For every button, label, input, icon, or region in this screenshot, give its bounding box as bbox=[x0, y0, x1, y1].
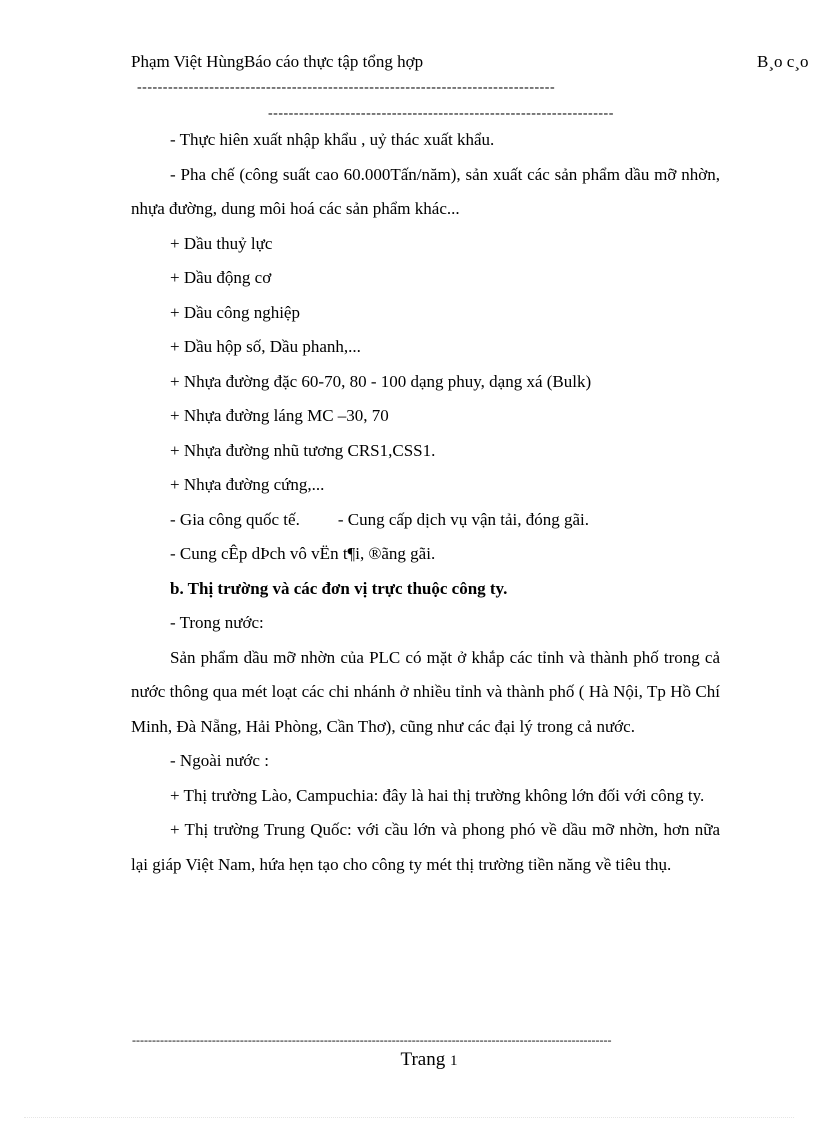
page-label: Trang bbox=[400, 1049, 446, 1070]
domestic-paragraph: Sản phẩm dầu mỡ nhờn của PLC có mặt ở khắp các tỉnh và thành phố trong cả nước thông qua mét loạt các chi nhánh ở nhiều tỉnh và thành phố ( Hà Nội, Tp Hồ Chí Minh, Đà Nẵng, Hải Phòng, Cần Thơ), cũng như các đại lý trong cả nước. bbox=[131, 647, 720, 736]
services-line bbox=[131, 503, 720, 538]
list-item: + Dầu công nghiệp bbox=[170, 302, 300, 322]
garbled-service-line: - Cung cÊp dÞch vô vËn t¶i, ®ãng gãi. bbox=[170, 544, 436, 563]
foreign-item: + Thị trường Trung Quốc: với cầu lớn và phong phó về dầu mỡ nhờn, hơn nữa lại giáp Việt Nam, hứa hẹn tạo cho công ty mét thị trường tiền năng về tiêu thụ. bbox=[131, 820, 720, 874]
list-item: + Nhựa đường láng MC –30, 70 bbox=[170, 406, 389, 425]
header-dash-line-2: ------------------------------------------------------------------- bbox=[268, 106, 614, 121]
foreign-item: + Thị trường Lào, Campuchia: đây là hai thị trường không lớn đối với công ty. bbox=[170, 785, 705, 805]
paragraph: - Pha chế (công suất cao 60.000Tấn/năm), sản xuất các sản phẩm dầu mỡ nhờn, nhựa đường, dung môi hoá các sản phẩm khác... bbox=[131, 164, 720, 218]
list-item: + Dầu thuỷ lực bbox=[170, 233, 273, 253]
list-item: + Dầu động cơ bbox=[170, 268, 272, 287]
list-item: + Nhựa đường cứng,... bbox=[170, 475, 325, 494]
list-item: + Dầu hộp số, Dầu phanh,... bbox=[170, 337, 361, 356]
paragraph: - Thực hiên xuất nhập khẩu , uỷ thác xuất khẩu. bbox=[170, 130, 495, 149]
page-number-value: 1 bbox=[449, 1053, 458, 1069]
service-processing: - Gia công quốc tế. bbox=[170, 509, 300, 529]
footer-dash-line: ------------------------------------------------------------------------------------------------------------------------ bbox=[132, 1033, 612, 1047]
list-item: + Nhựa đường đặc 60-70, 80 - 100 dạng phuy, dạng xá (Bulk) bbox=[170, 371, 592, 391]
foreign-label: - Ngoài nước : bbox=[170, 751, 269, 770]
page-header-right: B¸o c¸o bbox=[757, 52, 809, 71]
section-heading: b. Thị trường và các đơn vị trực thuộc công ty. bbox=[170, 578, 508, 598]
document-body bbox=[131, 123, 720, 882]
domestic-label: - Trong nước: bbox=[170, 613, 264, 632]
page-number bbox=[0, 1049, 816, 1071]
page-bottom-divider bbox=[24, 1117, 794, 1118]
service-transport: - Cung cấp dịch vụ vận tải, đóng gãi. bbox=[337, 509, 589, 529]
header-dash-line-1: --------------------------------------------------------------------------------- bbox=[137, 80, 556, 95]
list-item: + Nhựa đường nhũ tương CRS1,CSS1. bbox=[170, 440, 436, 460]
page-header-left: Phạm Việt HùngBáo cáo thực tập tổng hợp bbox=[131, 52, 424, 71]
